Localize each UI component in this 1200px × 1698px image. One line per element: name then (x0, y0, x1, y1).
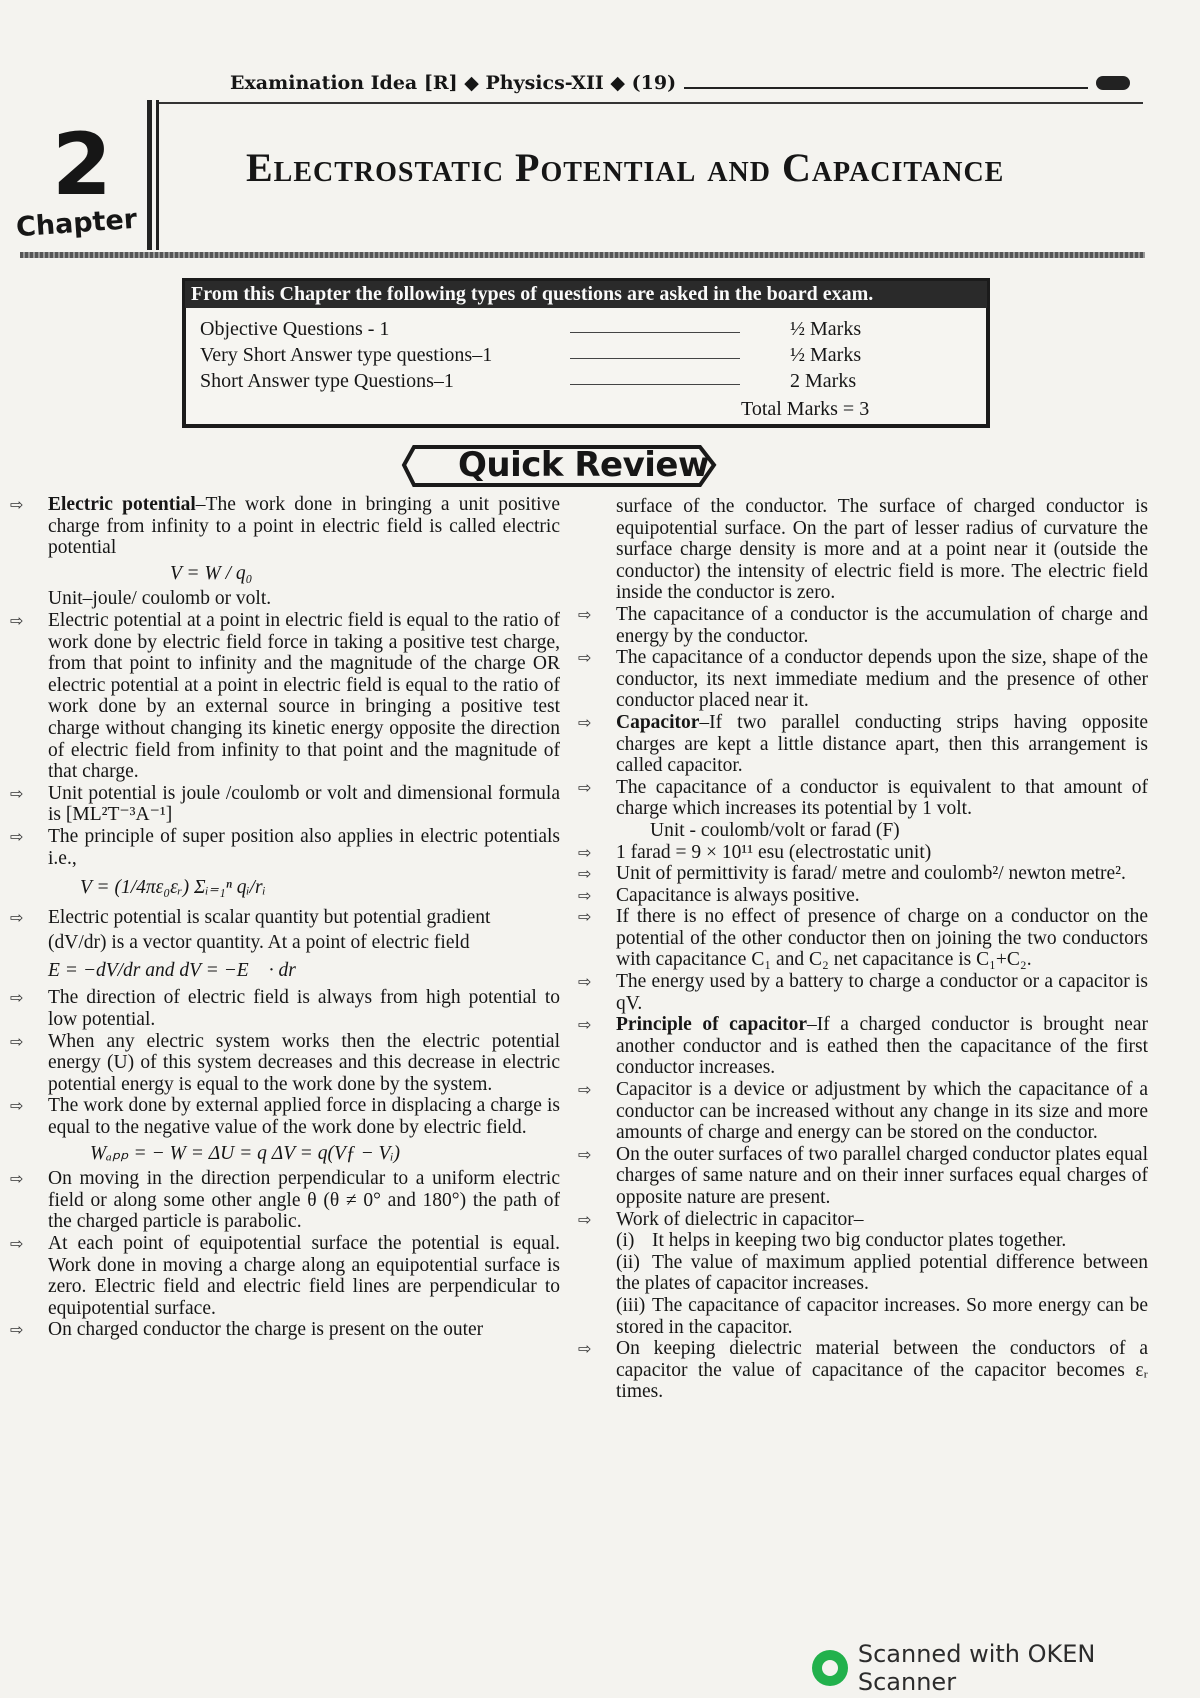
item-text: The direction of electric field is always from high potential to low potential. (48, 987, 560, 1031)
question-type-marks: ½ Marks (790, 344, 862, 366)
sub-item-text: The value of maximum applied potential difference between the plates of capacitor increases. (616, 1251, 1148, 1295)
question-type-label: Very Short Answer type questions–1 (200, 344, 493, 366)
arrow-bullet-icon: ⇨ (578, 777, 592, 797)
item-text: –The work done in bringing a unit positive charge from infinity to a point in electric field is called electric potential (48, 494, 560, 559)
item-text: On keeping dielectric material between the conductors of a capacitor the value of capacitance of the capacitor becomes εᵣ times. (616, 1338, 1148, 1403)
header-rule (684, 87, 1088, 89)
banner-divider-thin (156, 100, 159, 250)
item-text: Capacitor is a device or adjustment by which the capacitance of a conductor can be increased without any change in its size and more amounts of charge and energy can be stored on the conductor. (616, 1079, 1148, 1144)
running-header-text: Examination Idea [R] ◆ Physics-XII ◆ (19) (230, 72, 677, 94)
arrow-bullet-icon: ⇨ (10, 1169, 24, 1189)
item-text: At each point of equipotential surface the potential is equal. Work done in moving a charge along an equipotential surface is zero. Electric field and electric field lines are perpendicular to equipotential surface. (48, 1233, 560, 1319)
scanner-watermark (812, 1640, 1200, 1696)
arrow-bullet-icon: ⇨ (10, 495, 24, 514)
question-type-marks: ½ Marks (790, 318, 862, 340)
list-item (10, 987, 560, 1030)
item-text: 1 farad = 9 × 10¹¹ esu (electrostatic unit) (616, 841, 932, 863)
chapter-banner (10, 100, 1140, 260)
sub-item-number: (ii) (616, 1251, 640, 1273)
sub-item-text: The capacitance of capacitor increases. So more energy can be stored in the capacitor. (616, 1294, 1148, 1338)
term-heading: Capacitor (616, 711, 700, 733)
chapter-number: 2 (52, 115, 112, 215)
arrow-bullet-icon: ⇨ (578, 885, 592, 905)
item-text: The energy used by a battery to charge a conductor or a capacitor is qV. (616, 971, 1148, 1014)
list-item (578, 777, 1148, 820)
arrow-bullet-icon: ⇨ (10, 988, 24, 1008)
list-item (578, 712, 1148, 777)
list-item (578, 885, 1148, 907)
arrow-bullet-icon: ⇨ (578, 1339, 592, 1359)
chapter-title: Electrostatic Potential and Capacitance (246, 145, 1005, 190)
running-header (230, 72, 1130, 94)
list-item (578, 1338, 1148, 1403)
arrow-bullet-icon: ⇨ (578, 864, 592, 884)
arrow-bullet-icon: ⇨ (578, 1080, 592, 1100)
header-ornament (1096, 76, 1130, 90)
list-item (578, 906, 1148, 971)
formula: V = (1/4πε₀εᵣ) Σᵢ₌₁ⁿ qᵢ/rᵢ (80, 877, 266, 899)
banner-top-rule (158, 102, 1143, 104)
arrow-bullet-icon: ⇨ (578, 604, 592, 624)
list-item (10, 1031, 560, 1096)
item-text: Capacitance is always positive. (616, 884, 860, 906)
item-text: On the outer surfaces of two parallel charged conductor plates equal charges of same nature and on their inner surfaces equal charges of opposite nature are present. (616, 1143, 1148, 1208)
item-text: surface of the conductor. The surface of charged conductor is equipotential surface. On the part of lesser radius of curvature the surface charge density is more and at a point near it (outside the conductor) the intensity of electric field is more. The electric field inside the conductor is zero. (616, 496, 1148, 604)
arrow-bullet-icon: ⇨ (578, 1209, 592, 1229)
question-type-marks: 2 Marks (790, 370, 857, 392)
list-item (10, 1319, 560, 1341)
formula: E = −dV/dr and dV = −E⃗ · dr⃗ (48, 959, 311, 981)
item-text: The work done by external applied force in displacing a charge is equal to the negative value of the work done by electric field. (48, 1095, 560, 1139)
item-text: The principle of super position also applies in electric potentials i.e., (48, 825, 560, 869)
question-types-box (182, 278, 990, 428)
item-text: Unit potential is joule /coulomb or volt and dimensional formula is [ML²T⁻³A⁻¹] (48, 782, 560, 826)
unit-line: Unit–joule/ coulomb or volt. (48, 588, 272, 610)
arrow-bullet-icon: ⇨ (10, 1031, 24, 1051)
scanner-logo-icon (812, 1650, 848, 1686)
leader-line (570, 358, 740, 359)
sub-item-number: (iii) (616, 1294, 646, 1316)
arrow-bullet-icon: ⇨ (578, 907, 592, 927)
list-item (578, 1209, 1148, 1231)
list-item (10, 783, 560, 826)
list-item (10, 907, 560, 929)
arrow-bullet-icon: ⇨ (10, 610, 24, 630)
arrow-bullet-icon: ⇨ (578, 842, 592, 862)
arrow-bullet-icon: ⇨ (578, 1144, 592, 1164)
leader-line (570, 384, 740, 385)
arrow-bullet-icon: ⇨ (10, 907, 24, 927)
list-item (10, 1095, 560, 1138)
list-item (578, 842, 1148, 864)
arrow-bullet-icon: ⇨ (10, 826, 24, 846)
formula: Wₐₚₚ = − W = ΔU = q ΔV = q(Vƒ − Vᵢ) (90, 1142, 401, 1164)
arrow-bullet-icon: ⇨ (10, 783, 24, 803)
item-text: –If a charged conductor is brought near another conductor and is eathed then the capacitance of the first conductor increases. (616, 1014, 1148, 1079)
item-text: The capacitance of a conductor is the accumulation of charge and energy by the conductor. (616, 603, 1148, 647)
list-item (578, 1014, 1148, 1079)
total-marks: Total Marks = 3 (741, 398, 870, 420)
term-heading: Electric potential (48, 494, 196, 515)
list-item (578, 863, 1148, 885)
item-text: (dV/dr) is a vector quantity. At a point of electric field (48, 932, 470, 954)
unit-line: Unit - coulomb/volt or farad (F) (650, 819, 900, 841)
arrow-bullet-icon: ⇨ (578, 648, 592, 668)
scanner-text: Scanned with OKEN Scanner (857, 1640, 1096, 1696)
question-types-heading: From this Chapter the following types of questions are asked in the board exam. (185, 281, 987, 308)
list-item (578, 1144, 1148, 1209)
sub-list-item (578, 1295, 1148, 1338)
item-text: Unit of permittivity is farad/ metre and coulomb²/ newton metre². (616, 863, 1126, 885)
list-item (10, 494, 560, 559)
item-text: On moving in the direction perpendicular to a uniform electric field or along some other angle θ (θ ≠ 0° and 180°) the path of the charged particle is parabolic. (48, 1168, 560, 1233)
item-text: Electric potential is scalar quantity but potential gradient (48, 906, 491, 928)
right-column (578, 496, 1148, 1403)
formula: V = W / q₀ (170, 562, 253, 584)
item-text: Electric potential at a point in electric field is equal to the ratio of work done by electric field force in taking a positive test charge, from that point to infinity and the magnitude of the charge OR electric potential at a point in electric field is equal to the ratio of work done by an external source in bringing a positive test charge without changing its kinetic energy opposite the direction of electric field from infinity to that point and the magnitude of that charge. (48, 609, 560, 783)
list-item (578, 971, 1148, 1014)
arrow-bullet-icon: ⇨ (10, 1234, 24, 1253)
item-text: The capacitance of a conductor depends upon the size, shape of the conductor, its next immediate medium and the presence of other conductor placed near it. (616, 647, 1148, 712)
term-heading: Principle of capacitor (616, 1014, 808, 1036)
item-text: –If two parallel conducting strips having opposite charges are kept a little distance apart, then this arrangement is called capacitor. (616, 711, 1148, 777)
list-item (578, 1079, 1148, 1144)
arrow-bullet-icon: ⇨ (10, 1096, 24, 1116)
quick-review-banner (400, 441, 720, 489)
banner-divider (147, 100, 152, 250)
sub-item-number: (i) (616, 1230, 635, 1252)
list-item (10, 826, 560, 869)
arrow-bullet-icon: ⇨ (578, 972, 592, 992)
sub-list-item (578, 1252, 1148, 1295)
list-item (10, 610, 560, 783)
arrow-bullet-icon: ⇨ (578, 1015, 592, 1035)
list-item (578, 647, 1148, 712)
chapter-label: Chapter (15, 203, 139, 244)
leader-line (570, 332, 740, 333)
item-text: If there is no effect of presence of charge on a conductor on the potential of the other conductor then on joining the two conductors with capacitance C₁ and C₂ net capacitance is C₁+C₂. (616, 906, 1148, 971)
left-column (10, 494, 560, 1341)
item-text: When any electric system works then the electric potential energy (U) of this system decreases and this decrease in electric potential energy is equal to the work done by the system. (48, 1030, 560, 1095)
item-text: The capacitance of a conductor is equivalent to that amount of charge which increases its potential by 1 volt. (616, 776, 1148, 820)
question-type-label: Short Answer type Questions–1 (200, 370, 454, 392)
item-text: Work of dielectric in capacitor– (616, 1208, 864, 1230)
list-item (10, 1233, 560, 1319)
list-item (578, 604, 1148, 647)
banner-bottom-rule (20, 252, 1145, 258)
quick-review-title: Quick Review (458, 445, 709, 485)
sub-list-item (578, 1230, 1148, 1252)
sub-item-text: It helps in keeping two big conductor plates together. (652, 1230, 1067, 1252)
question-type-label: Objective Questions - 1 (200, 318, 390, 340)
arrow-bullet-icon: ⇨ (578, 712, 592, 732)
list-item (10, 1168, 560, 1233)
item-text: On charged conductor the charge is present on the outer (48, 1319, 484, 1341)
arrow-bullet-icon: ⇨ (10, 1320, 24, 1340)
